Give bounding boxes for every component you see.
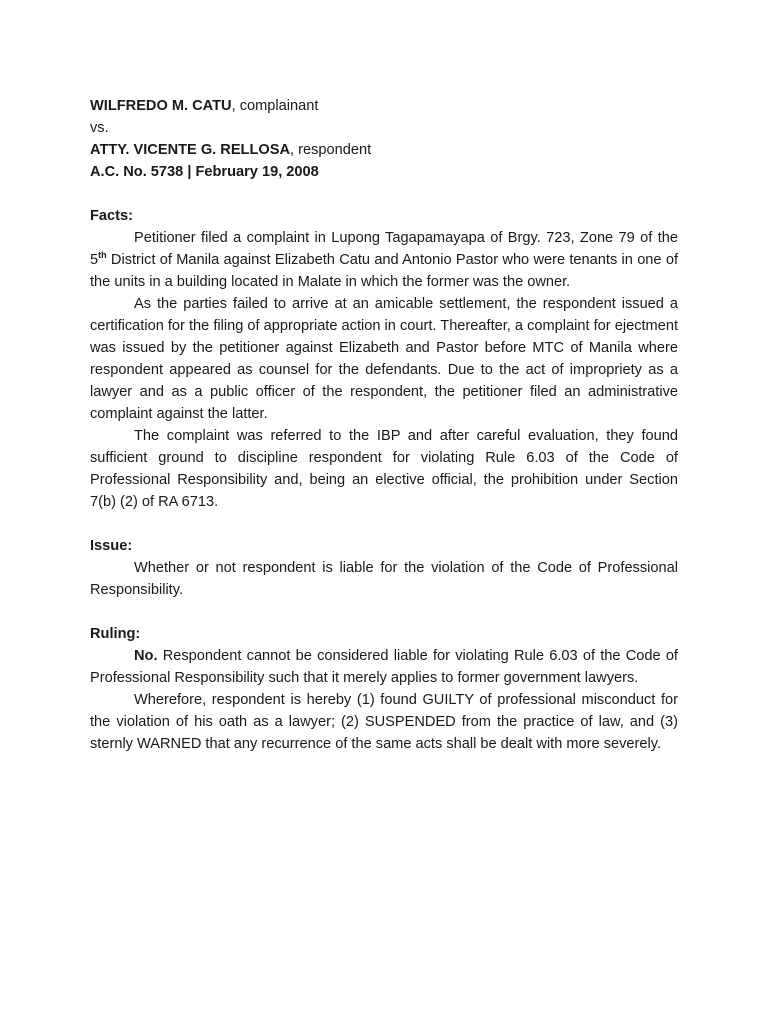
facts-paragraph-1: Petitioner filed a complaint in Lupong Tagapamayapa of Brgy. 723, Zone 79 of the 5th District of Manila against Elizabeth Catu and Antonio Pastor who were tenants in one of the units in a building located in Malate in which the former was the owner. <box>90 230 678 290</box>
document-page <box>90 95 678 755</box>
issue-heading: Issue: <box>90 538 133 554</box>
ruling-paragraph-1: No. Respondent cannot be considered liable for violating Rule 6.03 of the Code of Professional Responsibility such that it merely applies to former government lawyers. <box>90 648 678 686</box>
respondent-name: ATTY. VICENTE G. RELLOSA <box>90 142 291 158</box>
respondent-role: , respondent <box>290 142 372 158</box>
complainant-role: , complainant <box>231 98 319 114</box>
respondent-line <box>90 139 678 161</box>
ruling-paragraph-2: Wherefore, respondent is hereby (1) found GUILTY of professional misconduct for the violation of his oath as a lawyer; (2) SUSPENDED from the practice of law, and (3) sternly WARNED that any recurrence of the same acts shall be dealt with more severely. <box>90 692 678 752</box>
case-number: A.C. No. 5738 | February 19, 2008 <box>90 164 319 180</box>
complainant-name: WILFREDO M. CATU <box>90 98 232 114</box>
facts-section <box>90 205 678 513</box>
ruling-answer: No. <box>134 648 158 664</box>
ruling-section <box>90 623 678 755</box>
ordinal-suffix: th <box>98 250 107 261</box>
issue-paragraph: Whether or not respondent is liable for the violation of the Code of Professional Responsibility. <box>90 560 678 598</box>
facts-paragraph-2: As the parties failed to arrive at an amicable settlement, the respondent issued a certification for the filing of appropriate action in court. Thereafter, a complaint for ejectment was issued by the petitioner against Elizabeth and Pastor before MTC of Manila where respondent appeared as counsel for the defendants. Due to the act of impropriety as a lawyer and as a public officer of the respondent, the petitioner filed an administrative complaint against the latter. <box>90 296 678 422</box>
issue-section <box>90 535 678 601</box>
facts-paragraph-3: The complaint was referred to the IBP and after careful evaluation, they found sufficient ground to discipline respondent for violating Rule 6.03 of the Code of Professional Responsibility and, being an elective official, the prohibition under Section 7(b) (2) of RA 6713. <box>90 428 678 510</box>
ruling-heading: Ruling: <box>90 626 141 642</box>
complainant-line <box>90 95 678 117</box>
versus-line: vs. <box>90 120 109 136</box>
facts-heading: Facts: <box>90 208 133 224</box>
